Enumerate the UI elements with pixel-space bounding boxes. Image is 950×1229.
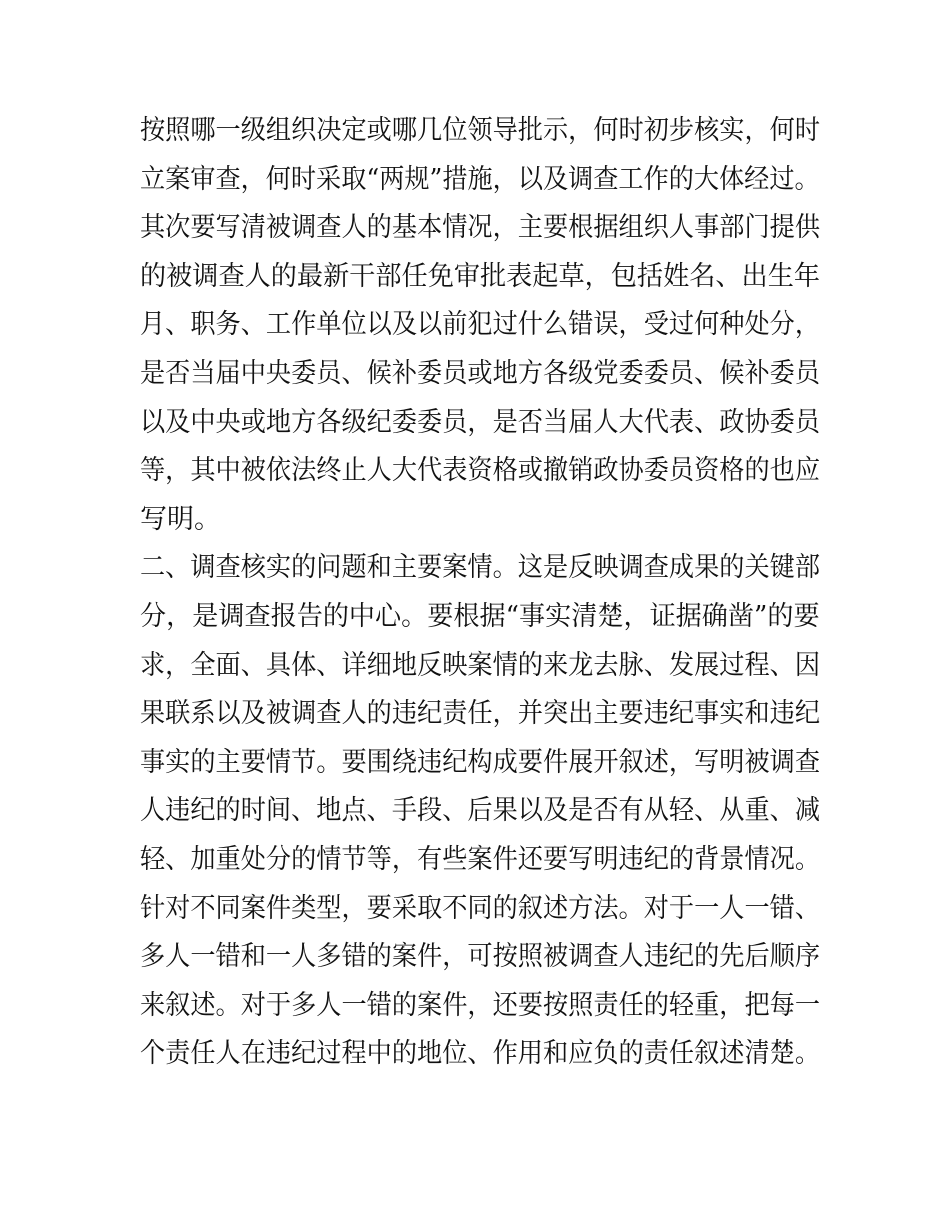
text-line: 以及中央或地方各级纪委委员，是否当届人大代表、政协委员 [140,406,820,438]
text-line: 事实的主要情节。要围绕违纪构成要件展开叙述，写明被调查 [140,746,820,778]
text-line: 按照哪一级组织决定或哪几位领导批示，何时初步核实，何时 [140,115,820,146]
body-text [140,107,820,1079]
text-line: 是否当届中央委员、候补委员或地方各级党委委员、候补委员 [140,357,820,389]
text-line: 轻、加重处分的情节等，有些案件还要写明违纪的背景情况。 [140,843,820,875]
text-line: 个责任人在违纪过程中的地位、作用和应负的责任叙述清楚。 [140,1038,820,1070]
text-line: 月、职务、工作单位以及以前犯过什么错误，受过何种处分， [140,309,820,341]
text-line: 分，是调查报告的中心。要根据“事实清楚，证据确凿”的要 [140,600,820,632]
text-line: 人违纪的时间、地点、手段、后果以及是否有从轻、从重、减 [140,795,820,827]
text-line: 立案审查，何时采取“两规”措施，以及调查工作的大体经过。 [140,163,820,195]
text-line: 针对不同案件类型，要采取不同的叙述方法。对于一人一错、 [140,892,820,924]
text-line: 等，其中被依法终止人大代表资格或撤销政协委员资格的也应 [140,455,820,487]
text-line: 多人一错和一人多错的案件，可按照被调查人违纪的先后顺序 [140,941,820,973]
text-line: 求，全面、具体、详细地反映案情的来龙去脉、发展过程、因 [140,649,820,681]
text-line: 的被调查人的最新干部任免审批表起草，包括姓名、出生年 [140,260,820,292]
text-line: 果联系以及被调查人的违纪责任，并突出主要违纪事实和违纪 [140,698,820,730]
text-line: 其次要写清被调查人的基本情况，主要根据组织人事部门提供 [140,212,820,244]
text-line: 写明。 [140,503,221,535]
section-heading-line: 二、调查核实的问题和主要案情。这是反映调查成果的关键部 [140,552,820,584]
text-line: 来叙述。对于多人一错的案件，还要按照责任的轻重，把每一 [140,989,820,1021]
